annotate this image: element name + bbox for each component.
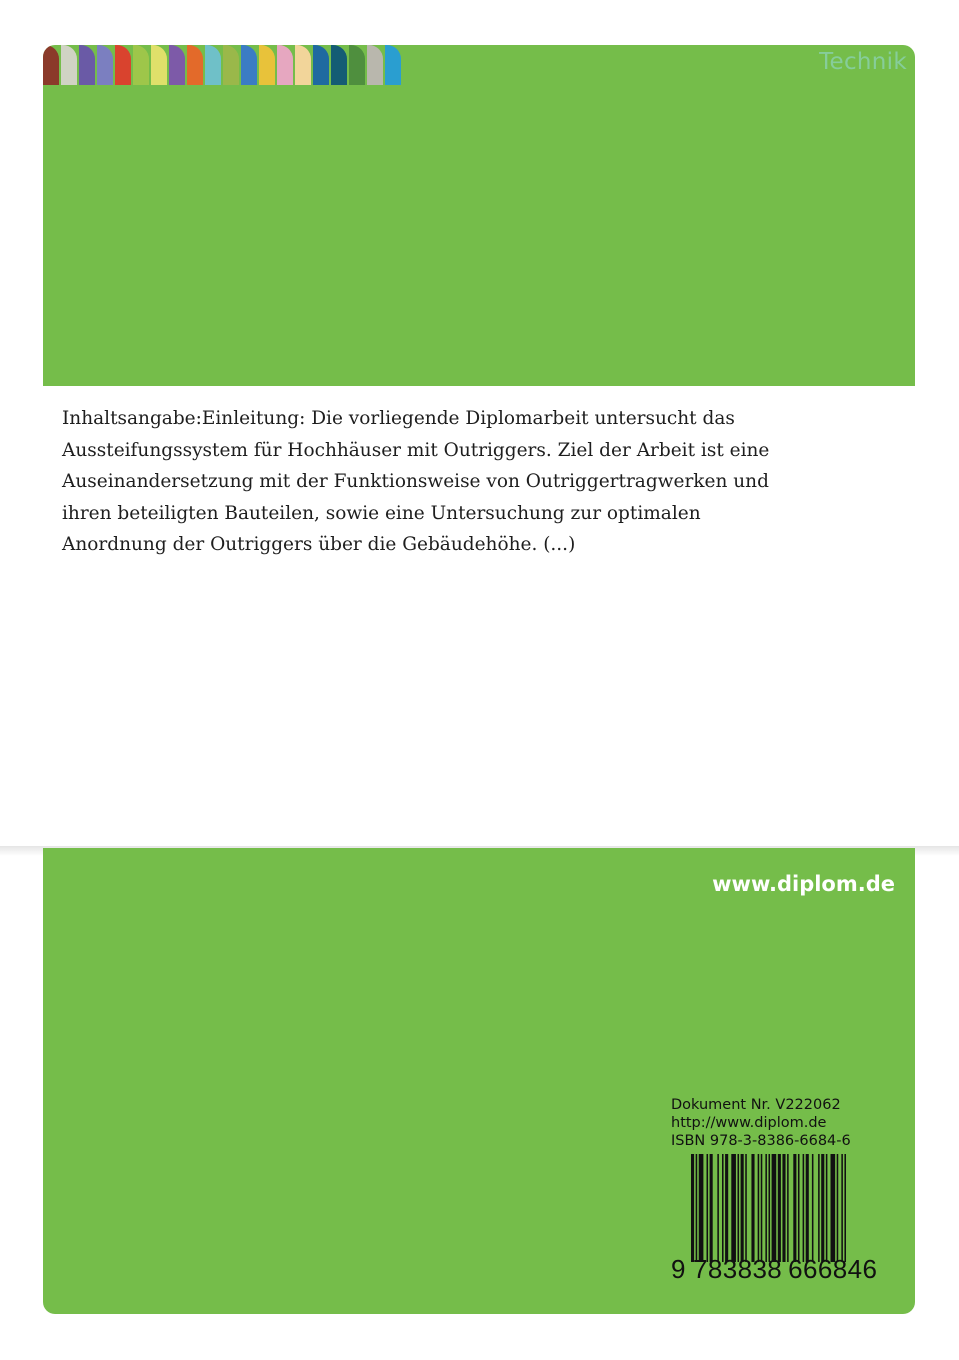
cover-bottom-panel	[43, 848, 915, 1314]
barcode-bar-3	[699, 1154, 704, 1262]
barcode-digit-group-left: 783838	[693, 1254, 783, 1284]
isbn-barcode	[671, 1150, 897, 1288]
document-url[interactable]: http://www.diplom.de	[671, 1115, 827, 1131]
barcode-bar-5	[710, 1154, 713, 1262]
barcode-bar-10	[738, 1154, 740, 1262]
barcode-bar-31	[837, 1154, 839, 1262]
color-tab-12	[241, 45, 257, 85]
color-tab-3	[79, 45, 95, 85]
barcode-bar-13	[751, 1154, 754, 1262]
color-tab-strip	[43, 45, 403, 85]
barcode-bar-25	[806, 1154, 809, 1262]
barcode-bar-16	[765, 1154, 767, 1262]
barcode-bar-14	[758, 1154, 760, 1262]
barcode-bar-2	[696, 1154, 698, 1262]
barcode-bar-19	[778, 1154, 781, 1262]
barcode-bar-20	[782, 1154, 785, 1262]
category-label: Technik	[819, 49, 907, 75]
color-tab-16	[313, 45, 329, 85]
barcode-bar-15	[761, 1154, 763, 1262]
color-tab-7	[151, 45, 167, 85]
color-tab-4	[97, 45, 113, 85]
document-info	[671, 1096, 851, 1150]
barcode-bar-17	[769, 1154, 771, 1262]
barcode-bar-26	[812, 1154, 814, 1262]
barcode-bars	[691, 1154, 897, 1262]
color-tab-18	[349, 45, 365, 85]
color-tab-14	[277, 45, 293, 85]
abstract-block	[62, 403, 802, 561]
barcode-digit-first: 9	[671, 1254, 686, 1284]
color-tab-13	[259, 45, 275, 85]
color-tab-15	[295, 45, 311, 85]
abstract-text: Inhaltsangabe:Einleitung: Die vorliegende Diplomarbeit untersucht das Aussteifungssystem für Hochhäuser mit Outriggers. Ziel der Arbeit ist eine Auseinandersetzung mit der Funktionsweise von Outriggertragwerken und ihren beteiligten Bauteilen, sowie eine Untersuchung zur optimalen Anordnung der Outriggers über die Gebäudehöhe. (...)	[62, 408, 770, 556]
barcode-bar-11	[741, 1154, 744, 1262]
color-tab-9	[187, 45, 203, 85]
barcode-bar-7	[722, 1154, 724, 1262]
barcode-bar-29	[826, 1154, 828, 1262]
color-tab-6	[133, 45, 149, 85]
color-tab-19	[367, 45, 383, 85]
barcode-bar-23	[798, 1154, 800, 1262]
barcode-bar-21	[787, 1154, 789, 1262]
document-number: Dokument Nr. V222062	[671, 1097, 841, 1113]
barcode-bar-32	[841, 1154, 843, 1262]
barcode-bar-9	[731, 1154, 736, 1262]
barcode-bar-6	[717, 1154, 719, 1262]
barcode-bar-22	[793, 1154, 796, 1262]
color-tab-11	[223, 45, 239, 85]
color-tab-20	[385, 45, 401, 85]
barcode-bar-4	[707, 1154, 709, 1262]
isbn-label: ISBN 978-3-8386-6684-6	[671, 1133, 851, 1149]
color-tab-17	[331, 45, 347, 85]
barcode-bar-30	[831, 1154, 836, 1262]
barcode-bar-28	[821, 1154, 824, 1262]
color-tab-10	[205, 45, 221, 85]
color-tab-2	[61, 45, 77, 85]
barcode-bar-12	[745, 1154, 747, 1262]
color-tab-8	[169, 45, 185, 85]
publisher-website[interactable]: www.diplom.de	[712, 872, 895, 896]
barcode-digits	[671, 1254, 897, 1285]
barcode-bar-27	[818, 1154, 820, 1262]
barcode-bar-8	[725, 1154, 728, 1262]
barcode-digit-group-right: 666846	[788, 1254, 878, 1284]
barcode-bar-24	[803, 1154, 805, 1262]
color-tab-1	[43, 45, 59, 85]
barcode-bar-33	[844, 1154, 846, 1262]
barcode-bar-1	[691, 1154, 694, 1262]
barcode-bar-18	[772, 1154, 777, 1262]
color-tab-5	[115, 45, 131, 85]
cover-top-panel	[43, 45, 915, 386]
